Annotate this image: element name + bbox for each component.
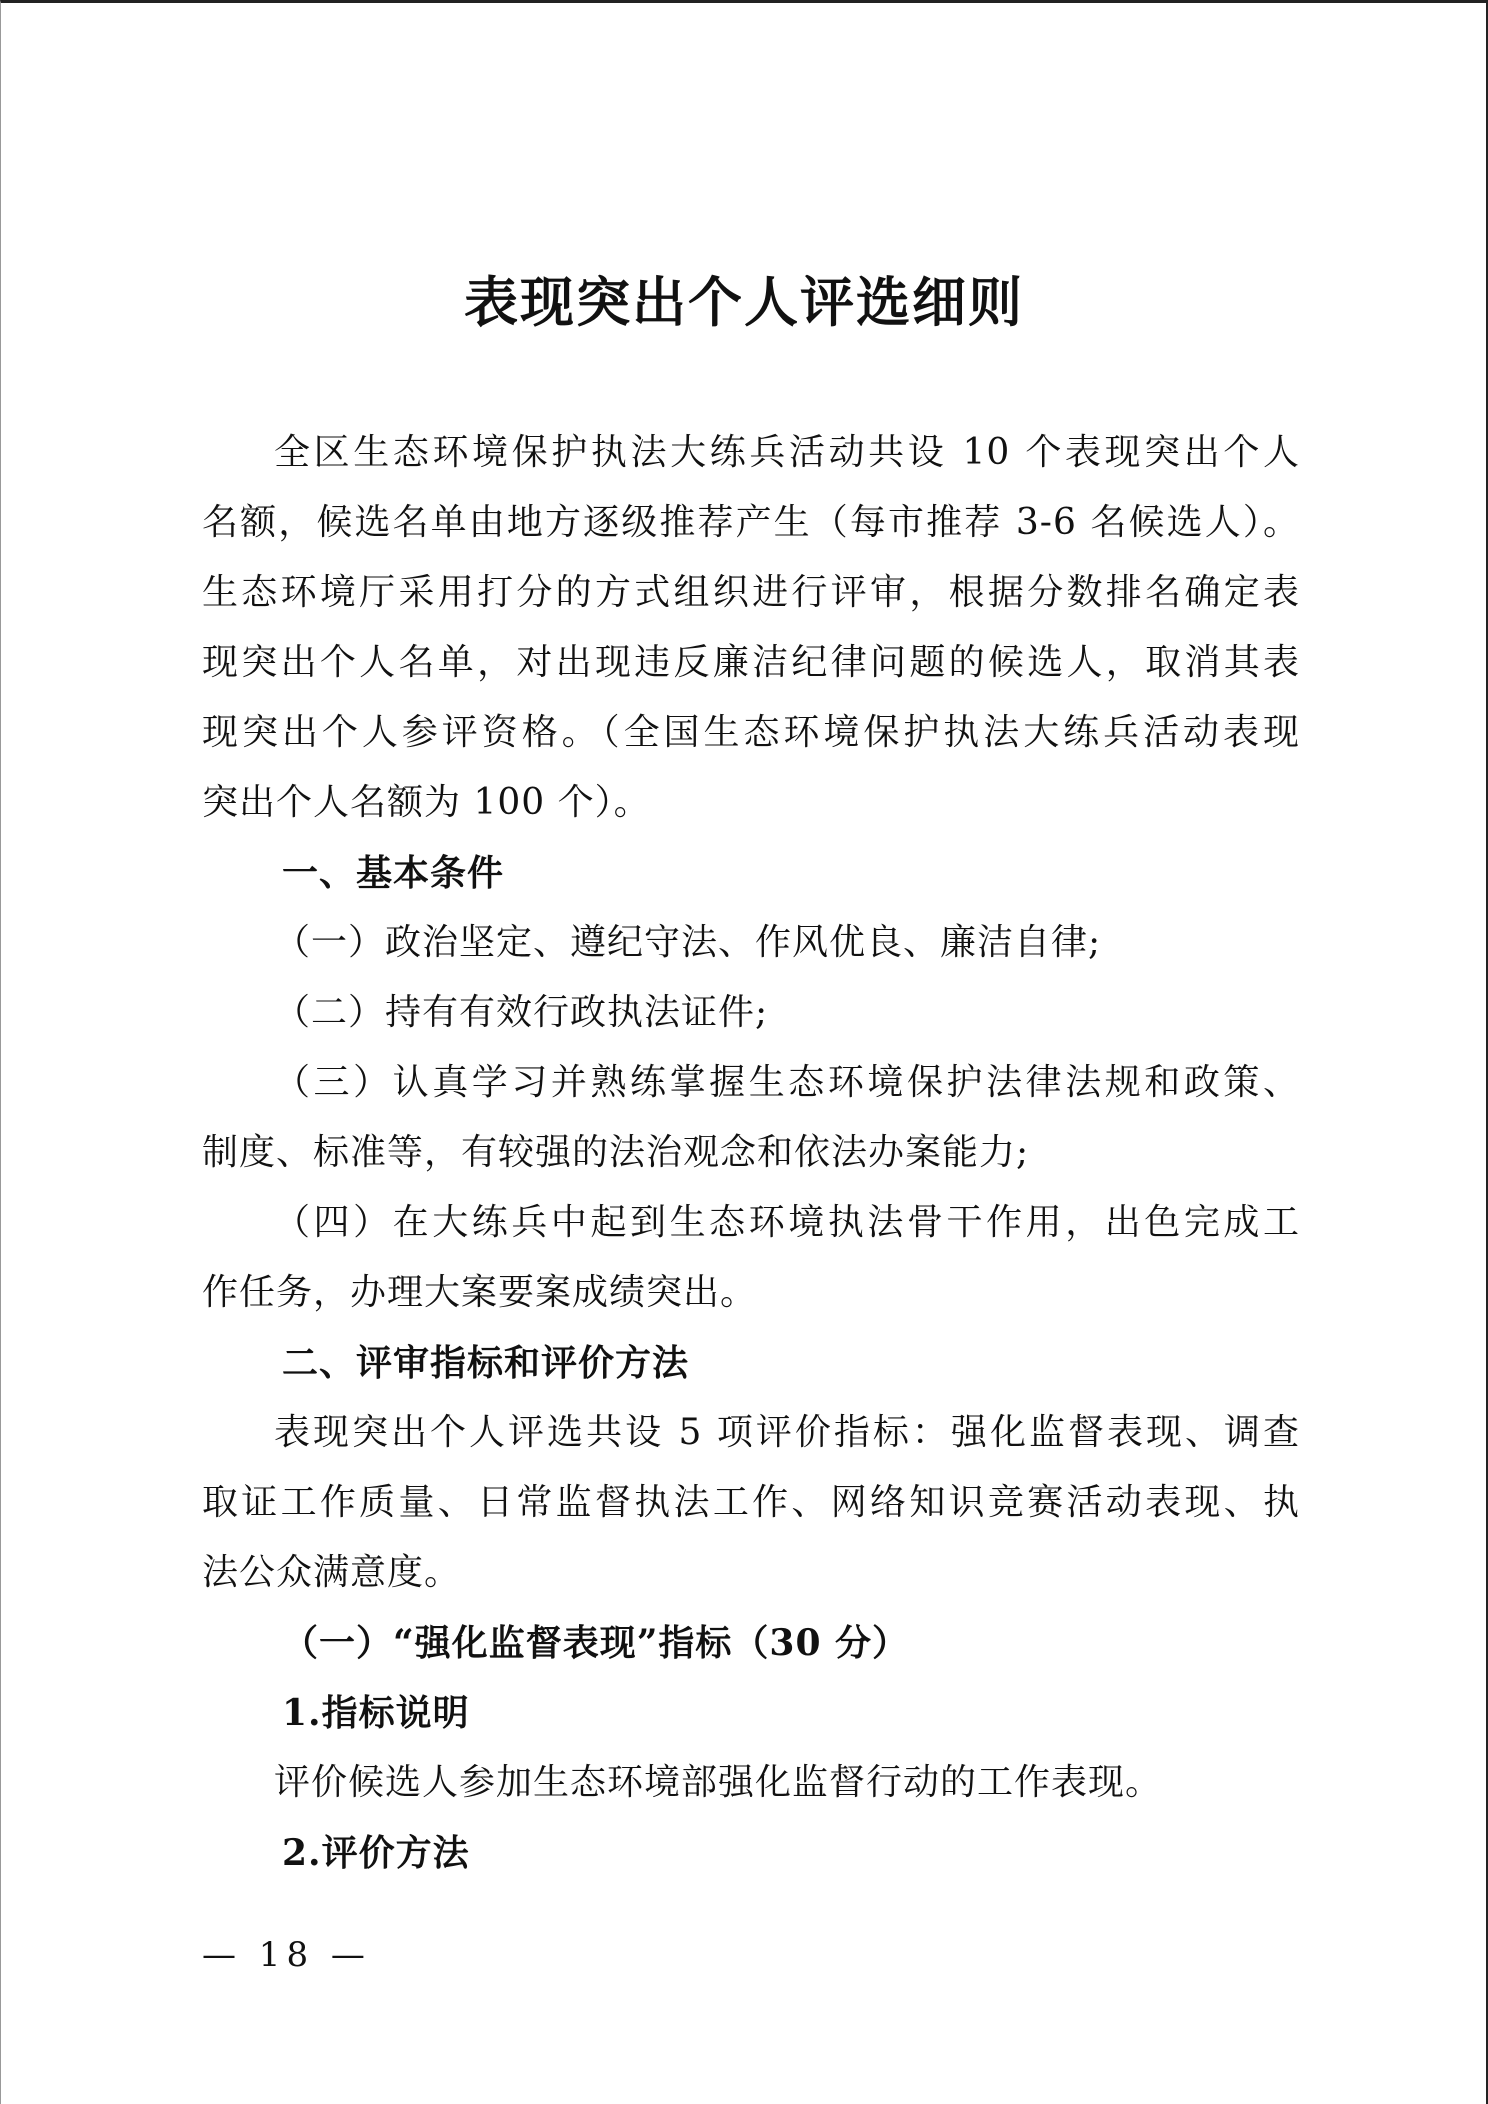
intro-line: 现突出个人参评资格。（全国生态环境保护执法大练兵活动表现 (202, 712, 1300, 753)
document-body (202, 418, 1300, 1888)
condition-item-2: （二）持有有效行政执法证件; (274, 992, 769, 1033)
condition-item-3 (202, 1048, 1300, 1188)
intro-line: 生态环境厅采用打分的方式组织进行评审，根据分数排名确定表 (202, 572, 1300, 613)
section-heading-basic-conditions: 一、基本条件 (282, 852, 505, 894)
section-heading-review-indicators: 二、评审指标和评价方法 (282, 1342, 690, 1384)
intro-line: 全区生态环境保护执法大练兵活动共设 10 个表现突出个人 (274, 432, 1300, 473)
intro-paragraph (202, 418, 1300, 838)
intro-line: 突出个人名额为 100 个）。 (202, 782, 651, 823)
condition-item-4-line: 作任务，办理大案要案成绩突出。 (202, 1272, 758, 1313)
indicators-line: 表现突出个人评选共设 5 项评价指标：强化监督表现、调查 (274, 1412, 1300, 1453)
intro-line: 名额，候选名单由地方逐级推荐产生（每市推荐 3-6 名候选人）。 (202, 502, 1300, 543)
indicators-line: 取证工作质量、日常监督执法工作、网络知识竞赛活动表现、执 (202, 1482, 1300, 1523)
condition-item-1: （一）政治坚定、遵纪守法、作风优良、廉洁自律; (274, 922, 1102, 963)
point-heading-indicator-description: 1.指标说明 (282, 1692, 470, 1734)
indicator-description-text: 评价候选人参加生态环境部强化监督行动的工作表现。 (274, 1762, 1163, 1803)
condition-item-4 (202, 1188, 1300, 1328)
page-number: — 18 — (202, 1935, 371, 1975)
condition-item-3-line: （三）认真学习并熟练掌握生态环境保护法律法规和政策、 (274, 1062, 1300, 1103)
document-title: 表现突出个人评选细则 (464, 270, 1024, 334)
intro-line: 现突出个人名单，对出现违反廉洁纪律问题的候选人，取消其表 (202, 642, 1300, 683)
condition-item-3-line: 制度、标准等，有较强的法治观念和依法办案能力; (202, 1132, 1030, 1173)
point-heading-evaluation-method: 2.评价方法 (282, 1832, 470, 1874)
indicators-paragraph (202, 1398, 1300, 1608)
indicators-line: 法公众满意度。 (202, 1552, 462, 1593)
condition-item-4-line: （四）在大练兵中起到生态环境执法骨干作用，出色完成工 (274, 1202, 1300, 1243)
subsection-heading-supervision: （一）“强化监督表现”指标（30 分） (282, 1622, 910, 1664)
